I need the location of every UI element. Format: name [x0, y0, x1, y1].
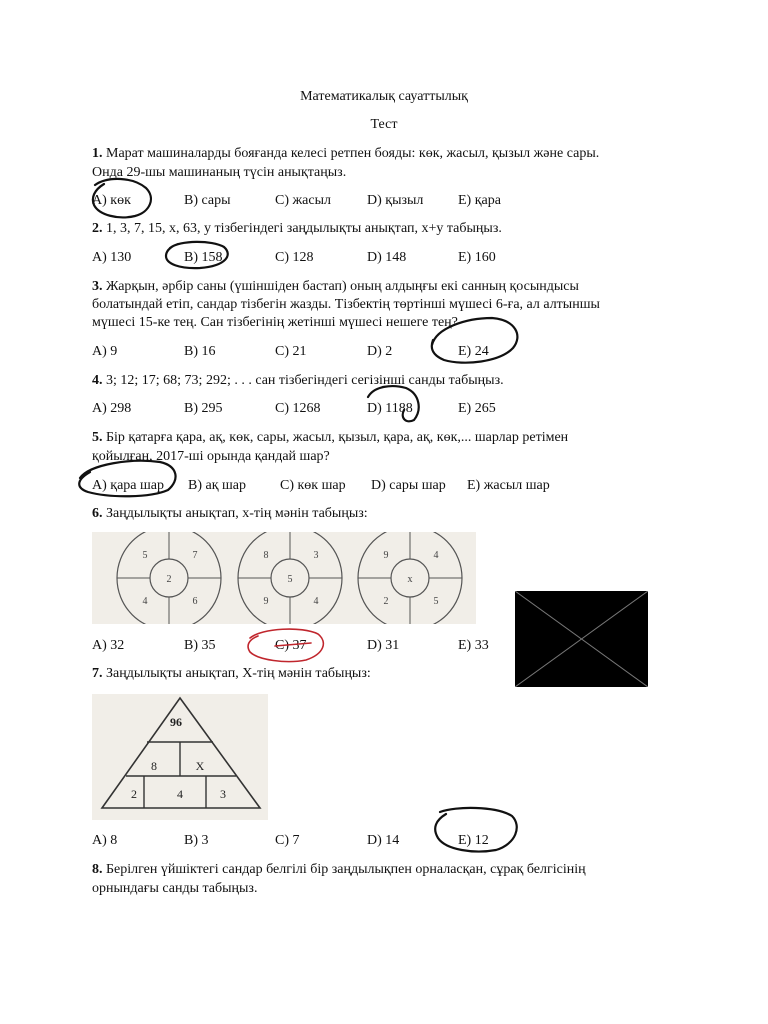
- triangle-top-value: 96: [170, 715, 182, 729]
- page-subtitle: Тест: [370, 117, 398, 132]
- circle-2-sector-br: 4: [313, 596, 319, 607]
- q3-option-a[interactable]: A) 9: [92, 344, 118, 359]
- q7-option-a[interactable]: A) 8: [92, 833, 118, 848]
- triangle-bottom-right: 3: [220, 787, 226, 801]
- circle-2: [238, 532, 342, 624]
- q2-option-b[interactable]: B) 158: [184, 250, 223, 265]
- triangle-bottom-middle: 4: [177, 787, 183, 801]
- question-1-line-1: 1. Марат машиналарды бояғанда келесі ретпен бояды: көк, жасыл, қызыл және сары.: [92, 146, 600, 161]
- q3-option-c[interactable]: C) 21: [275, 344, 307, 359]
- circle-2-sector-bl: 9: [263, 596, 269, 607]
- q1-option-a[interactable]: A) көк: [92, 193, 131, 208]
- missing-image-placeholder: [515, 591, 648, 687]
- q7-option-b[interactable]: B) 3: [184, 833, 209, 848]
- q2-option-d[interactable]: D) 148: [367, 250, 407, 265]
- q4-option-b[interactable]: B) 295: [184, 401, 223, 416]
- question-8-line-2: орнындағы санды табыңыз.: [92, 881, 258, 896]
- q7-option-e[interactable]: E) 12: [458, 833, 489, 848]
- q5-option-e[interactable]: E) жасыл шар: [467, 478, 550, 493]
- circle-3-sector-br: 5: [433, 596, 439, 607]
- circle-3: [358, 532, 462, 624]
- q7-option-d[interactable]: D) 14: [367, 833, 400, 848]
- circle-1-sector-tl: 5: [142, 550, 148, 561]
- q6-option-b[interactable]: B) 35: [184, 638, 216, 653]
- question-2-line-1: 2. 1, 3, 7, 15, x, 63, y тізбегіндегі заңдылықты анықтап, x+y табыңыз.: [92, 221, 502, 236]
- circle-3-sector-bl: 2: [383, 596, 389, 607]
- triangle-middle-right: X: [195, 759, 205, 773]
- circle-1-sector-tr: 7: [192, 550, 198, 561]
- circle-1-center: 2: [166, 574, 172, 585]
- question-4-line-1: 4. 3; 12; 17; 68; 73; 292; . . . сан тізбегіндегі сегізінші санды табыңыз.: [92, 373, 504, 388]
- circle-1-sector-bl: 4: [142, 596, 148, 607]
- question-1-line-2: Онда 29-шы машинаның түсін анықтаңыз.: [92, 165, 347, 180]
- question-5-line-1: 5. Бір қатарға қара, ақ, көк, сары, жасыл, қызыл, қара, ақ, көк,... шарлар ретімен: [92, 430, 569, 445]
- q1-option-e[interactable]: E) қара: [458, 193, 501, 208]
- q5-option-a[interactable]: A) қара шар: [92, 478, 164, 493]
- q2-option-e[interactable]: E) 160: [458, 250, 496, 265]
- q5-option-b[interactable]: B) ақ шар: [188, 478, 247, 493]
- circle-2-sector-tl: 8: [263, 550, 269, 561]
- triangle-bottom-left: 2: [131, 787, 137, 801]
- question-6-line-1: 6. Заңдылықты анықтап, x-тің мәнін табыңыз:: [92, 506, 368, 521]
- q1-option-b[interactable]: B) сары: [184, 193, 231, 208]
- circle-2-sector-tr: 3: [313, 550, 319, 561]
- q4-option-d[interactable]: D) 1188: [367, 401, 413, 416]
- q6-option-a[interactable]: A) 32: [92, 638, 125, 653]
- circle-2-center: 5: [287, 574, 293, 585]
- question-3-line-3: мүшесі 15-ке тең. Сан тізбегінің жетінші мүшесі нешеге тең?: [92, 315, 458, 330]
- q5-option-c[interactable]: C) көк шар: [280, 478, 346, 493]
- q6-option-e[interactable]: E) 33: [458, 638, 489, 653]
- question-5-line-2: қойылған, 2017-ші орында қандай шар?: [92, 449, 330, 464]
- q4-option-a[interactable]: A) 298: [92, 401, 132, 416]
- q4-option-e[interactable]: E) 265: [458, 401, 496, 416]
- q6-option-d[interactable]: D) 31: [367, 638, 400, 653]
- q2-option-a[interactable]: A) 130: [92, 250, 132, 265]
- question-3-line-1: 3. Жарқын, әрбір саны (үшіншіден бастап) оның алдыңғы екі санның қосындысы: [92, 279, 579, 294]
- circle-3-sector-tr: 4: [433, 550, 439, 561]
- q7-option-c[interactable]: C) 7: [275, 833, 300, 848]
- circle-3-center: x: [407, 574, 413, 585]
- circle-1: [117, 532, 221, 624]
- q3-option-b[interactable]: B) 16: [184, 344, 216, 359]
- circles-figure: [92, 532, 476, 624]
- q1-option-d[interactable]: D) қызыл: [367, 193, 424, 208]
- triangle-figure: [92, 694, 268, 820]
- page-title: Математикалық сауаттылық: [300, 89, 468, 104]
- circle-3-sector-tl: 9: [383, 550, 389, 561]
- q6-option-c[interactable]: C) 37: [275, 638, 307, 653]
- q3-option-d[interactable]: D) 2: [367, 344, 393, 359]
- q2-option-c[interactable]: C) 128: [275, 250, 314, 265]
- q1-option-c[interactable]: C) жасыл: [275, 193, 331, 208]
- circle-1-sector-br: 6: [192, 596, 198, 607]
- q4-option-c[interactable]: C) 1268: [275, 401, 321, 416]
- triangle-middle-left: 8: [151, 759, 157, 773]
- q5-option-d[interactable]: D) сары шар: [371, 478, 446, 493]
- q3-option-e[interactable]: E) 24: [458, 344, 489, 359]
- question-3-line-2: болатындай етіп, сандар тізбегін жазды. Тізбектің төртінші мүшесі 6-ға, ал алтыншы: [92, 297, 600, 312]
- question-7-line-1: 7. Заңдылықты анықтап, X-тің мәнін табыңыз:: [92, 666, 371, 681]
- question-8-line-1: 8. Берілген үйшіктегі сандар белгілі бір заңдылықпен орналасқан, сұрақ белгісінің: [92, 862, 586, 877]
